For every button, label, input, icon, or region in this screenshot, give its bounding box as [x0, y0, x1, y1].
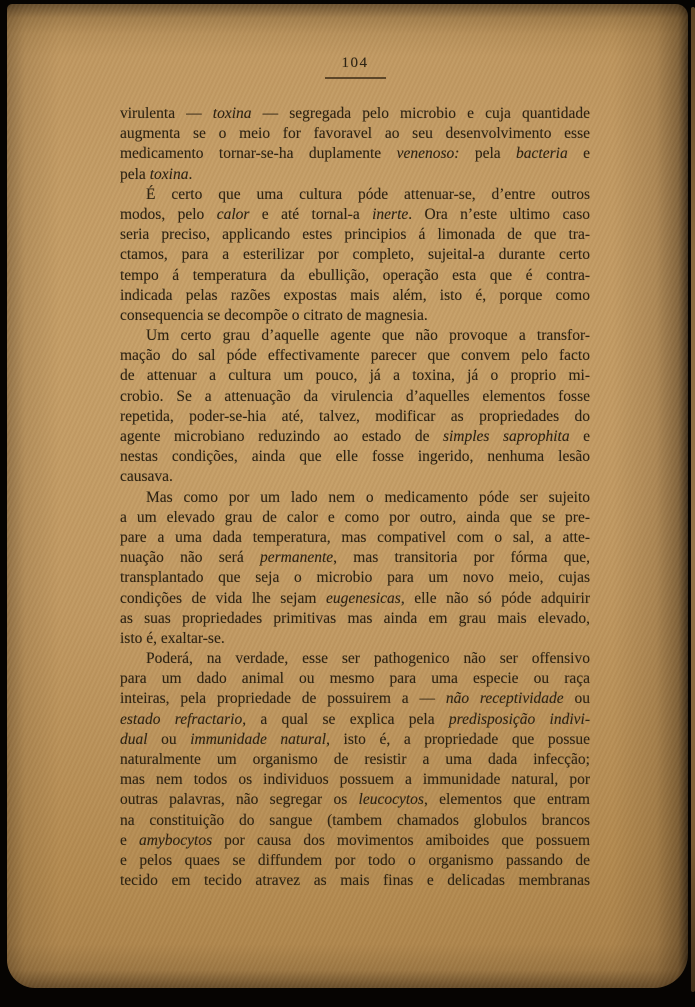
- text-run: , isto é, a propriedade que possue: [326, 730, 590, 748]
- adjacent-page-edge: [691, 7, 695, 992]
- text-run: e até tornal-a: [249, 205, 373, 223]
- text-line: [120, 649, 590, 669]
- text-run: nuação não será: [120, 549, 260, 567]
- text-line: [120, 407, 590, 427]
- text-run: ou: [147, 730, 191, 748]
- text-line: [120, 528, 590, 548]
- text-line: [120, 669, 590, 689]
- text-line: [120, 266, 590, 286]
- text-run: isto é, exaltar-se.: [120, 629, 225, 647]
- text-run: para um dado animal ou mesmo para uma especie ou raça: [120, 670, 590, 688]
- text-run: Um certo grau d’aquelle agente que não provoque a transfor-: [146, 327, 590, 345]
- text-run: e pelos quaes se diffundem por todo o organismo passando de: [120, 851, 590, 869]
- italic-term: predisposição indivi-: [448, 710, 590, 728]
- italic-term: eugenesicas: [325, 589, 401, 607]
- text-line: [120, 346, 590, 366]
- text-run: a um elevado grau de calor e como por outro, ainda que se pre-: [120, 508, 590, 526]
- text-line: [120, 750, 590, 770]
- italic-term: dual: [120, 730, 148, 748]
- text-run: indicada pelas razões expostas mais além, isto é, porque como: [120, 286, 590, 304]
- italic-term: venenoso:: [396, 145, 460, 163]
- text-line: [120, 366, 590, 386]
- text-run: , a qual se explica pela: [242, 710, 449, 728]
- text-run: , elle não só póde adquirir: [400, 589, 590, 607]
- text-run: — segregada pelo microbio e cuja quantidade: [251, 105, 590, 122]
- page-number: [120, 54, 590, 80]
- text-run: e: [120, 831, 139, 849]
- text-line: [120, 508, 590, 528]
- text-line: [120, 811, 590, 831]
- italic-term: bacteria: [516, 145, 568, 163]
- text-run: naturalmente um organismo de resistir a uma dada infecção;: [120, 751, 590, 768]
- text-run: tecido em tecido atravez as mais finas e delicadas membranas: [120, 872, 590, 890]
- text-run: agente microbiano reduzindo ao estado de: [120, 428, 443, 445]
- text-line: [120, 589, 590, 609]
- text-block: [120, 104, 590, 891]
- italic-term: estado refractario: [120, 710, 243, 728]
- text-line: [120, 387, 590, 407]
- text-line: [120, 205, 590, 225]
- text-line: [120, 730, 590, 750]
- italic-term: permanente: [259, 549, 334, 567]
- text-run: na constituição do sangue (tambem chamados globulos brancos: [120, 811, 590, 829]
- text-line: [120, 124, 590, 144]
- text-run: nestas condições, ainda que elle fosse ingerido, nenhuma lesão: [120, 448, 590, 466]
- text-run: ou: [563, 690, 590, 708]
- text-line: [120, 306, 590, 326]
- text-line: [120, 629, 590, 649]
- text-run: pela: [459, 145, 517, 163]
- text-run: e: [569, 428, 590, 445]
- text-line: [120, 245, 590, 265]
- text-run: e: [567, 145, 590, 163]
- text-line: [120, 689, 590, 709]
- page-content: [120, 54, 590, 891]
- text-line: [120, 104, 590, 124]
- text-run: virulenta —: [120, 105, 213, 122]
- italic-term: amybocytos: [138, 831, 213, 849]
- text-run: condições de vida lhe sejam: [120, 589, 326, 607]
- text-line: [120, 548, 590, 568]
- text-line: [120, 447, 590, 467]
- text-run: , elementos que entram: [423, 791, 590, 809]
- text-line: [120, 488, 590, 508]
- text-line: [120, 165, 590, 185]
- italic-term: simples saprophita: [442, 428, 570, 445]
- text-line: [120, 326, 590, 346]
- text-run: tempo á temperatura da ebullição, operação esta que é contra-: [120, 266, 590, 284]
- italic-term: toxina: [149, 165, 189, 183]
- text-line: [120, 225, 590, 245]
- text-line: [120, 831, 590, 851]
- text-run: modos, pelo: [120, 205, 217, 223]
- text-run: augmenta se o meio for favoravel ao seu desenvolvimento esse: [120, 125, 590, 143]
- text-line: [120, 790, 590, 810]
- text-run: . Ora n’este ultimo caso: [408, 205, 590, 223]
- text-line: [120, 144, 590, 164]
- text-line: [120, 770, 590, 790]
- text-line: [120, 609, 590, 629]
- text-line: [120, 851, 590, 871]
- text-line: [120, 467, 590, 487]
- text-line: [120, 427, 590, 447]
- text-run: .: [188, 165, 193, 183]
- text-run: mação do sal póde effectivamente parecer que convem pelo facto: [120, 347, 590, 365]
- italic-term: inerte: [372, 205, 409, 223]
- italic-term: toxina: [212, 105, 252, 122]
- italic-term: immunidade natural: [190, 730, 327, 748]
- text-run: Mas como por um lado nem o medicamento póde ser sujeito: [146, 488, 590, 506]
- text-run: , mas transitoria por fórma que,: [333, 549, 590, 567]
- paper-page: [7, 4, 688, 988]
- page-number-text: 104: [325, 55, 386, 79]
- text-run: pela: [120, 165, 150, 183]
- text-run: as suas propriedades primitivas mas ainda em grau mais elevado,: [120, 609, 590, 627]
- text-line: [120, 568, 590, 588]
- text-run: Poderá, na verdade, esse ser pathogenico não ser offensivo: [146, 650, 590, 668]
- text-run: de attenuar a cultura um pouco, já a toxina, já o proprio mi-: [120, 367, 590, 385]
- italic-term: calor: [216, 205, 250, 223]
- text-run: inteiras, pela propriedade de possuirem a —: [120, 690, 446, 708]
- text-run: transplantado que seja o microbio para um novo meio, cujas: [120, 569, 590, 587]
- italic-term: leucocytos: [358, 791, 424, 809]
- text-run: medicamento tornar-se-ha duplamente: [120, 145, 397, 163]
- text-run: por causa dos movimentos amiboides que possuem: [212, 831, 590, 849]
- text-run: causava.: [120, 468, 173, 486]
- text-run: ctamos, para a esterilizar por completo, sujeital-a durante certo: [120, 246, 590, 264]
- text-run: mas nem todos os individuos possuem a immunidade natural, por: [120, 771, 590, 789]
- text-run: outras palavras, não segregar os: [120, 791, 359, 809]
- text-line: [120, 871, 590, 891]
- text-run: É certo que uma cultura póde attenuar-se, d’entre outros: [146, 185, 590, 203]
- text-run: consequencia se decompõe o citrato de magnesia.: [120, 306, 428, 324]
- italic-term: não receptividade: [445, 690, 564, 708]
- text-line: [120, 185, 590, 205]
- text-run: seria preciso, applicando estes principios á limonada de que tra-: [120, 226, 590, 244]
- text-run: pare a uma dada temperatura, mas compativel com o sal, a atte-: [120, 528, 590, 546]
- text-run: repetida, poder-se-hia até, talvez, modificar as propriedades do: [120, 407, 590, 425]
- text-line: [120, 710, 590, 730]
- text-run: crobio. Se a attenuação da virulencia d’aquelles elementos fosse: [120, 387, 590, 405]
- text-line: [120, 286, 590, 306]
